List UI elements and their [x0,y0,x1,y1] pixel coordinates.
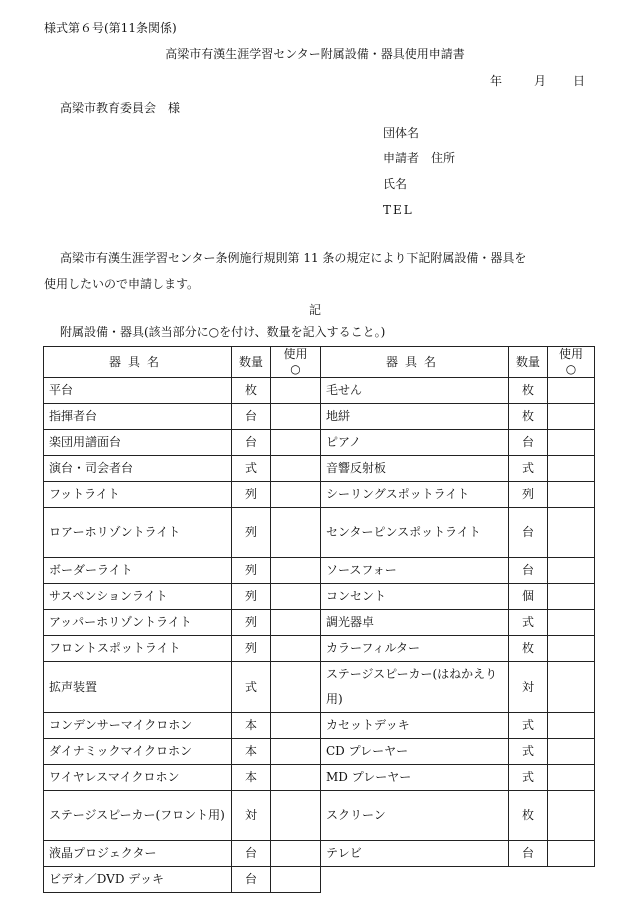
equipment-unit-left: 列 [232,636,271,662]
equipment-name-right: ソースフォー [321,558,509,584]
equipment-unit-left: 台 [232,867,271,893]
table-row [44,584,595,610]
equipment-unit-left: 台 [232,841,271,867]
table-row [44,610,595,636]
equipment-name-left: ダイナミックマイクロホン [44,739,232,765]
equipment-unit-right: 枚 [509,378,548,404]
use-mark-cell-right[interactable] [548,558,595,584]
use-mark-cell-left[interactable] [271,739,321,765]
name-label: 氏名 [383,177,408,191]
date-month-label: 月 [534,74,547,88]
equipment-name-right: MD プレーヤー [321,765,509,791]
equipment-name-right: 毛せん [321,378,509,404]
use-mark-cell-left[interactable] [271,867,321,893]
header-qty-right: 数量 [509,347,548,378]
equipment-unit-right: 式 [509,765,548,791]
use-mark-cell-right[interactable] [548,584,595,610]
equipment-unit-left: 本 [232,713,271,739]
body-text-line1: 高梁市有漢生涯学習センター条例施行規則第 11 条の規定により下記附属設備・器具を [60,251,527,265]
header-use-text: 使用 [283,347,308,361]
table-row [44,713,595,739]
table-header-row [44,347,595,378]
use-mark-cell-left[interactable] [271,584,321,610]
equipment-unit-right: 台 [509,841,548,867]
use-mark-cell-right[interactable] [548,378,595,404]
use-mark-cell-left[interactable] [271,791,321,841]
date-day-label: 日 [573,74,586,88]
use-mark-cell-right[interactable] [548,456,595,482]
equipment-name-left: ワイヤレスマイクロホン [44,765,232,791]
body-text-line2: 使用したいので申請します。 [44,277,200,291]
equipment-unit-left: 対 [232,791,271,841]
use-mark-cell-right[interactable] [548,765,595,791]
equipment-unit-right: 対 [509,662,548,713]
equipment-unit-right: 式 [509,610,548,636]
equipment-unit-left: 枚 [232,378,271,404]
table-row [44,508,595,558]
equipment-name-right: 調光器卓 [321,610,509,636]
use-mark-cell-left[interactable] [271,482,321,508]
use-mark-cell-left[interactable] [271,378,321,404]
use-mark-cell-right[interactable] [548,636,595,662]
use-mark-cell-right[interactable] [548,841,595,867]
equipment-unit-left: 列 [232,482,271,508]
equipment-name-left: サスペンションライト [44,584,232,610]
table-row [44,841,595,867]
use-mark-cell-left[interactable] [271,765,321,791]
use-mark-cell-left[interactable] [271,456,321,482]
use-mark-cell-left[interactable] [271,404,321,430]
table-row [44,378,595,404]
use-mark-cell-left[interactable] [271,610,321,636]
use-mark-cell-left[interactable] [271,662,321,713]
table-row [44,558,595,584]
equipment-name-right: カラーフィルター [321,636,509,662]
equipment-unit-right: 式 [509,739,548,765]
use-mark-cell-left[interactable] [271,508,321,558]
equipment-unit-right: 枚 [509,636,548,662]
header-qty-left: 数量 [232,347,271,378]
table-row [44,456,595,482]
tel-label: TEL [383,203,414,217]
table-row [44,662,595,713]
use-mark-cell-left[interactable] [271,713,321,739]
equipment-name-left: 液晶プロジェクター [44,841,232,867]
equipment-name-right: シーリングスポットライト [321,482,509,508]
use-mark-cell-right[interactable] [548,713,595,739]
equipment-name-left: フロントスポットライト [44,636,232,662]
use-mark-cell-right[interactable] [548,430,595,456]
equipment-name-left: 拡声装置 [44,662,232,713]
header-use-text: 使用 [558,347,583,361]
table-row [44,430,595,456]
equipment-table [43,346,595,893]
equipment-name-right: 地絣 [321,404,509,430]
equipment-name-right: コンセント [321,584,509,610]
applicant-address-label: 申請者 住所 [383,151,456,165]
table-row [44,404,595,430]
equipment-unit-right: 式 [509,713,548,739]
equipment-name-left: ボーダーライト [44,558,232,584]
equipment-name-left: 楽団用譜面台 [44,430,232,456]
equipment-name-left: ビデオ／DVD デッキ [44,867,232,893]
equipment-name-left: 指揮者台 [44,404,232,430]
equipment-unit-right: 台 [509,430,548,456]
header-use-left [271,347,321,378]
equipment-unit-left: 台 [232,430,271,456]
header-use-circle: ○ [565,362,577,376]
equipment-list-heading: 附属設備・器具(該当部分に○を付け、数量を記入すること。) [60,325,386,339]
use-mark-cell-right[interactable] [548,610,595,636]
equipment-name-right: CD プレーヤー [321,739,509,765]
equipment-unit-left: 式 [232,662,271,713]
equipment-unit-left: 本 [232,765,271,791]
header-use-right [548,347,595,378]
table-row [44,867,595,893]
equipment-unit-left: 式 [232,456,271,482]
table-row [44,791,595,841]
equipment-name-left: ステージスピーカー(フロント用) [44,791,232,841]
equipment-name-right: センターピンスポットライト [321,508,509,558]
equipment-name-right: ピアノ [321,430,509,456]
use-mark-cell-left[interactable] [271,636,321,662]
use-mark-cell-right[interactable] [548,508,595,558]
header-name-right: 器具名 [321,347,509,378]
org-name-label: 団体名 [383,126,420,140]
form-number: 様式第６号(第11条関係) [44,21,177,35]
use-mark-cell-right[interactable] [548,482,595,508]
equipment-name-right: ステージスピーカー(はねかえり用) [321,662,509,713]
equipment-unit-right: 個 [509,584,548,610]
use-mark-cell-left[interactable] [271,558,321,584]
equipment-name-right: テレビ [321,841,509,867]
equipment-unit-left: 列 [232,610,271,636]
header-use-circle: ○ [290,362,301,376]
equipment-name-right: カセットデッキ [321,713,509,739]
equipment-unit-left: 列 [232,558,271,584]
use-mark-cell-right[interactable] [548,404,595,430]
use-mark-cell-left[interactable] [271,430,321,456]
addressee: 高梁市教育委員会 様 [60,101,181,115]
use-mark-cell-right[interactable] [548,739,595,765]
equipment-name-left: ロアーホリゾントライト [44,508,232,558]
table-row [44,636,595,662]
equipment-name-left: アッパーホリゾントライト [44,610,232,636]
equipment-name-left: コンデンサーマイクロホン [44,713,232,739]
equipment-name-left: 演台・司会者台 [44,456,232,482]
equipment-unit-right: 台 [509,558,548,584]
equipment-name-left: 平台 [44,378,232,404]
date-year-label: 年 [490,74,503,88]
equipment-unit-left: 列 [232,584,271,610]
empty-cell [321,867,595,893]
equipment-unit-left: 台 [232,404,271,430]
table-row [44,765,595,791]
header-name-left: 器具名 [44,347,232,378]
equipment-unit-right: 式 [509,456,548,482]
equipment-unit-right: 列 [509,482,548,508]
equipment-unit-right: 枚 [509,791,548,841]
equipment-unit-left: 本 [232,739,271,765]
equipment-name-right: 音響反射板 [321,456,509,482]
use-mark-cell-left[interactable] [271,841,321,867]
table-row [44,482,595,508]
equipment-unit-left: 列 [232,508,271,558]
document-title: 高梁市有漢生涯学習センター附属設備・器具使用申請書 [165,47,465,61]
equipment-name-left: フットライト [44,482,232,508]
ki-heading: 記 [308,303,321,317]
use-mark-cell-right[interactable] [548,791,595,841]
use-mark-cell-right[interactable] [548,662,595,713]
equipment-name-right: スクリーン [321,791,509,841]
table-row [44,739,595,765]
equipment-unit-right: 枚 [509,404,548,430]
equipment-unit-right: 台 [509,508,548,558]
